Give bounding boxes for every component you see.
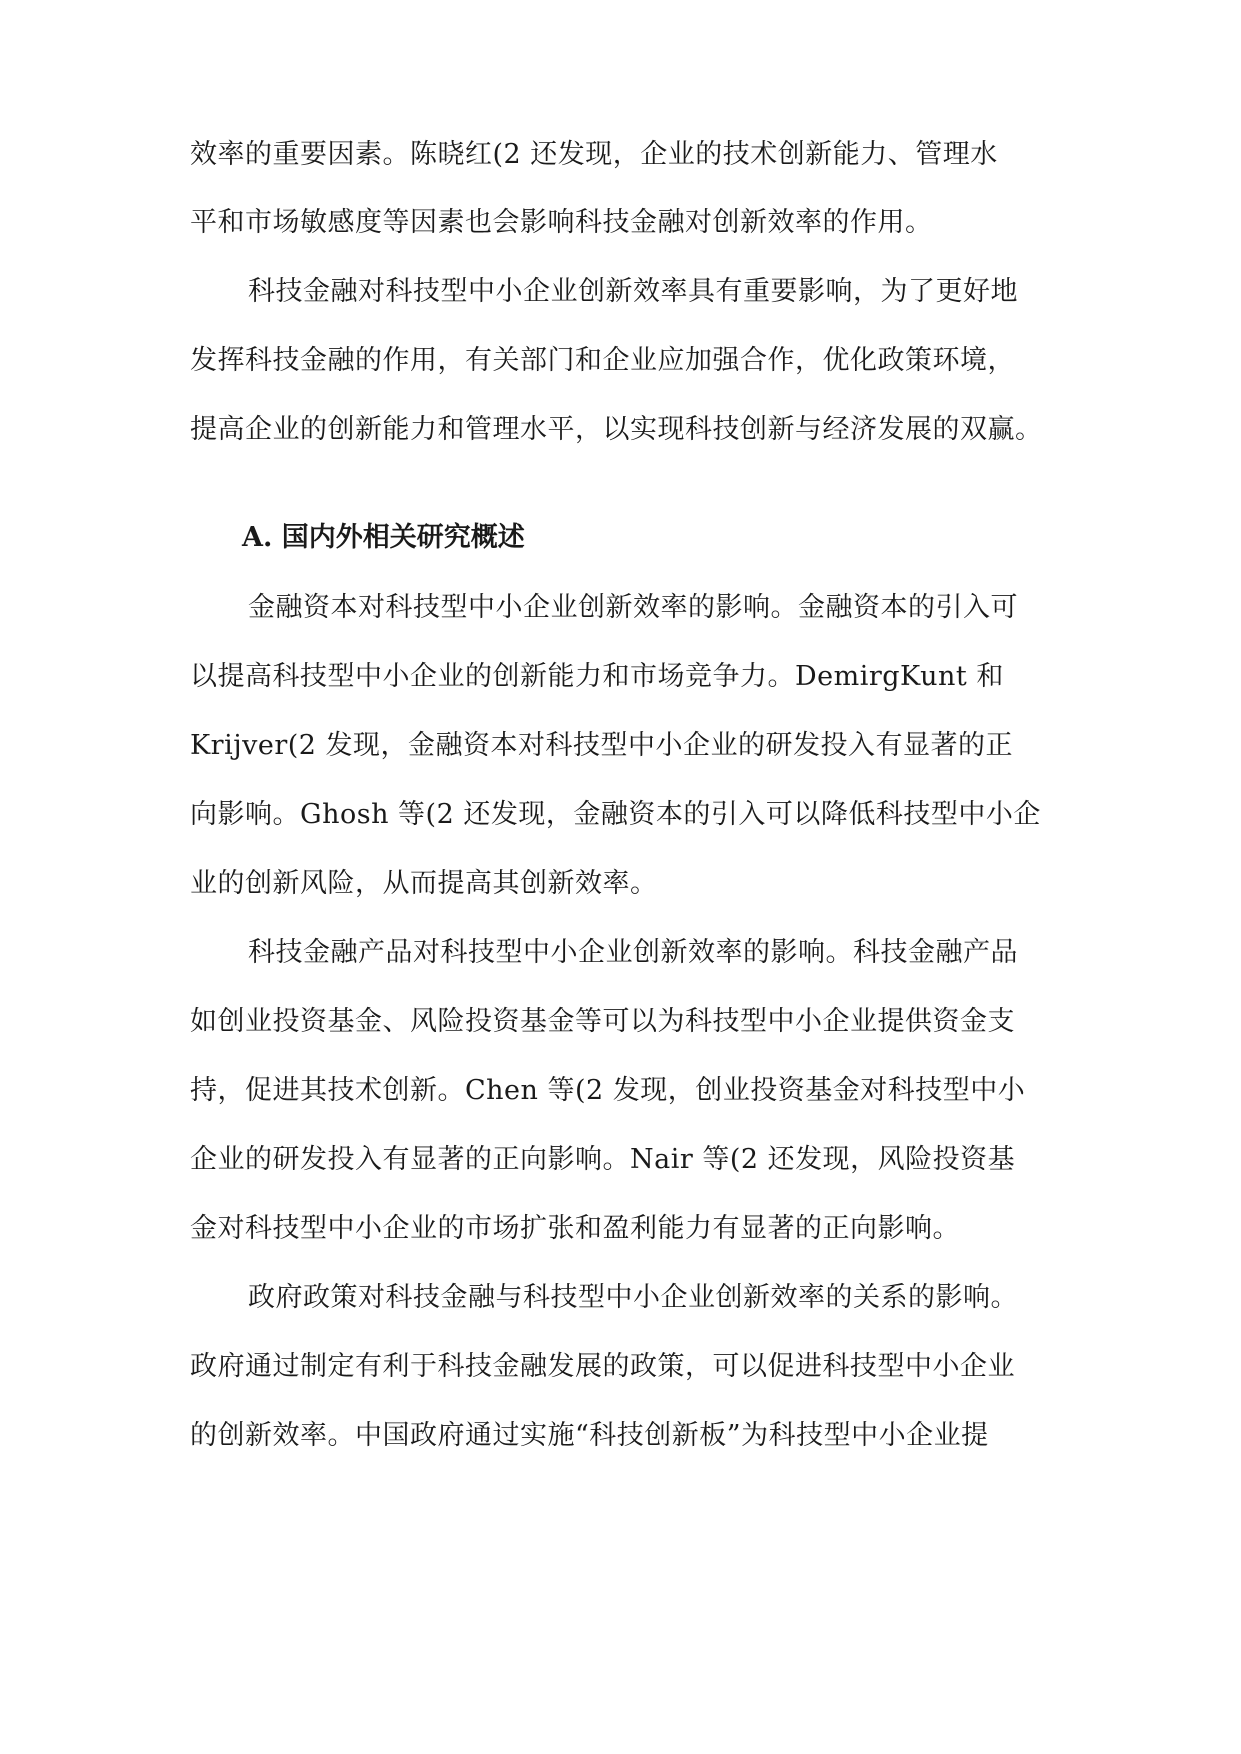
- paragraph-3-line-5: 业的创新风险，从而提高其创新效率。: [190, 868, 658, 899]
- paragraph-3-line-4: 向影响。Ghosh 等(2 还发现，金融资本的引入可以降低科技型中小企: [190, 799, 1041, 830]
- paragraph-3-line-3: Krijver(2 发现，金融资本对科技型中小企业的研发投入有显著的正: [190, 730, 1014, 761]
- paragraph-2-line-3: 提高企业的创新能力和管理水平，以实现科技创新与经济发展的双赢。: [190, 414, 1043, 445]
- section-heading: A. 国内外相关研究概述: [242, 522, 525, 553]
- paragraph-4-line-1: 科技金融产品对科技型中小企业创新效率的影响。科技金融产品: [248, 937, 1018, 968]
- paragraph-2-line-1: 科技金融对科技型中小企业创新效率具有重要影响，为了更好地: [248, 276, 1018, 307]
- paragraph-1-line-1: 效率的重要因素。陈晓红(2 还发现，企业的技术创新能力、管理水: [190, 139, 998, 170]
- paragraph-5-line-1: 政府政策对科技金融与科技型中小企业创新效率的关系的影响。: [248, 1282, 1018, 1313]
- paragraph-1-line-2: 平和市场敏感度等因素也会影响科技金融对创新效率的作用。: [190, 207, 933, 238]
- paragraph-5-line-2: 政府通过制定有利于科技金融发展的政策，可以促进科技型中小企业: [190, 1351, 1015, 1382]
- paragraph-5-line-3: 的创新效率。中国政府通过实施“科技创新板”为科技型中小企业提: [190, 1420, 989, 1451]
- paragraph-4-line-4: 企业的研发投入有显著的正向影响。Nair 等(2 还发现，风险投资基: [190, 1144, 1016, 1175]
- paragraph-3-line-1: 金融资本对科技型中小企业创新效率的影响。金融资本的引入可: [248, 592, 1018, 623]
- paragraph-3-line-2: 以提高科技型中小企业的创新能力和市场竞争力。DemirgKunt 和: [190, 661, 1004, 692]
- paragraph-4-line-3: 持，促进其技术创新。Chen 等(2 发现，创业投资基金对科技型中小: [190, 1075, 1026, 1106]
- paragraph-4-line-5: 金对科技型中小企业的市场扩张和盈利能力有显著的正向影响。: [190, 1213, 960, 1244]
- paragraph-4-line-2: 如创业投资基金、风险投资基金等可以为科技型中小企业提供资金支: [190, 1006, 1015, 1037]
- paragraph-2-line-2: 发挥科技金融的作用，有关部门和企业应加强合作，优化政策环境，: [190, 345, 1015, 376]
